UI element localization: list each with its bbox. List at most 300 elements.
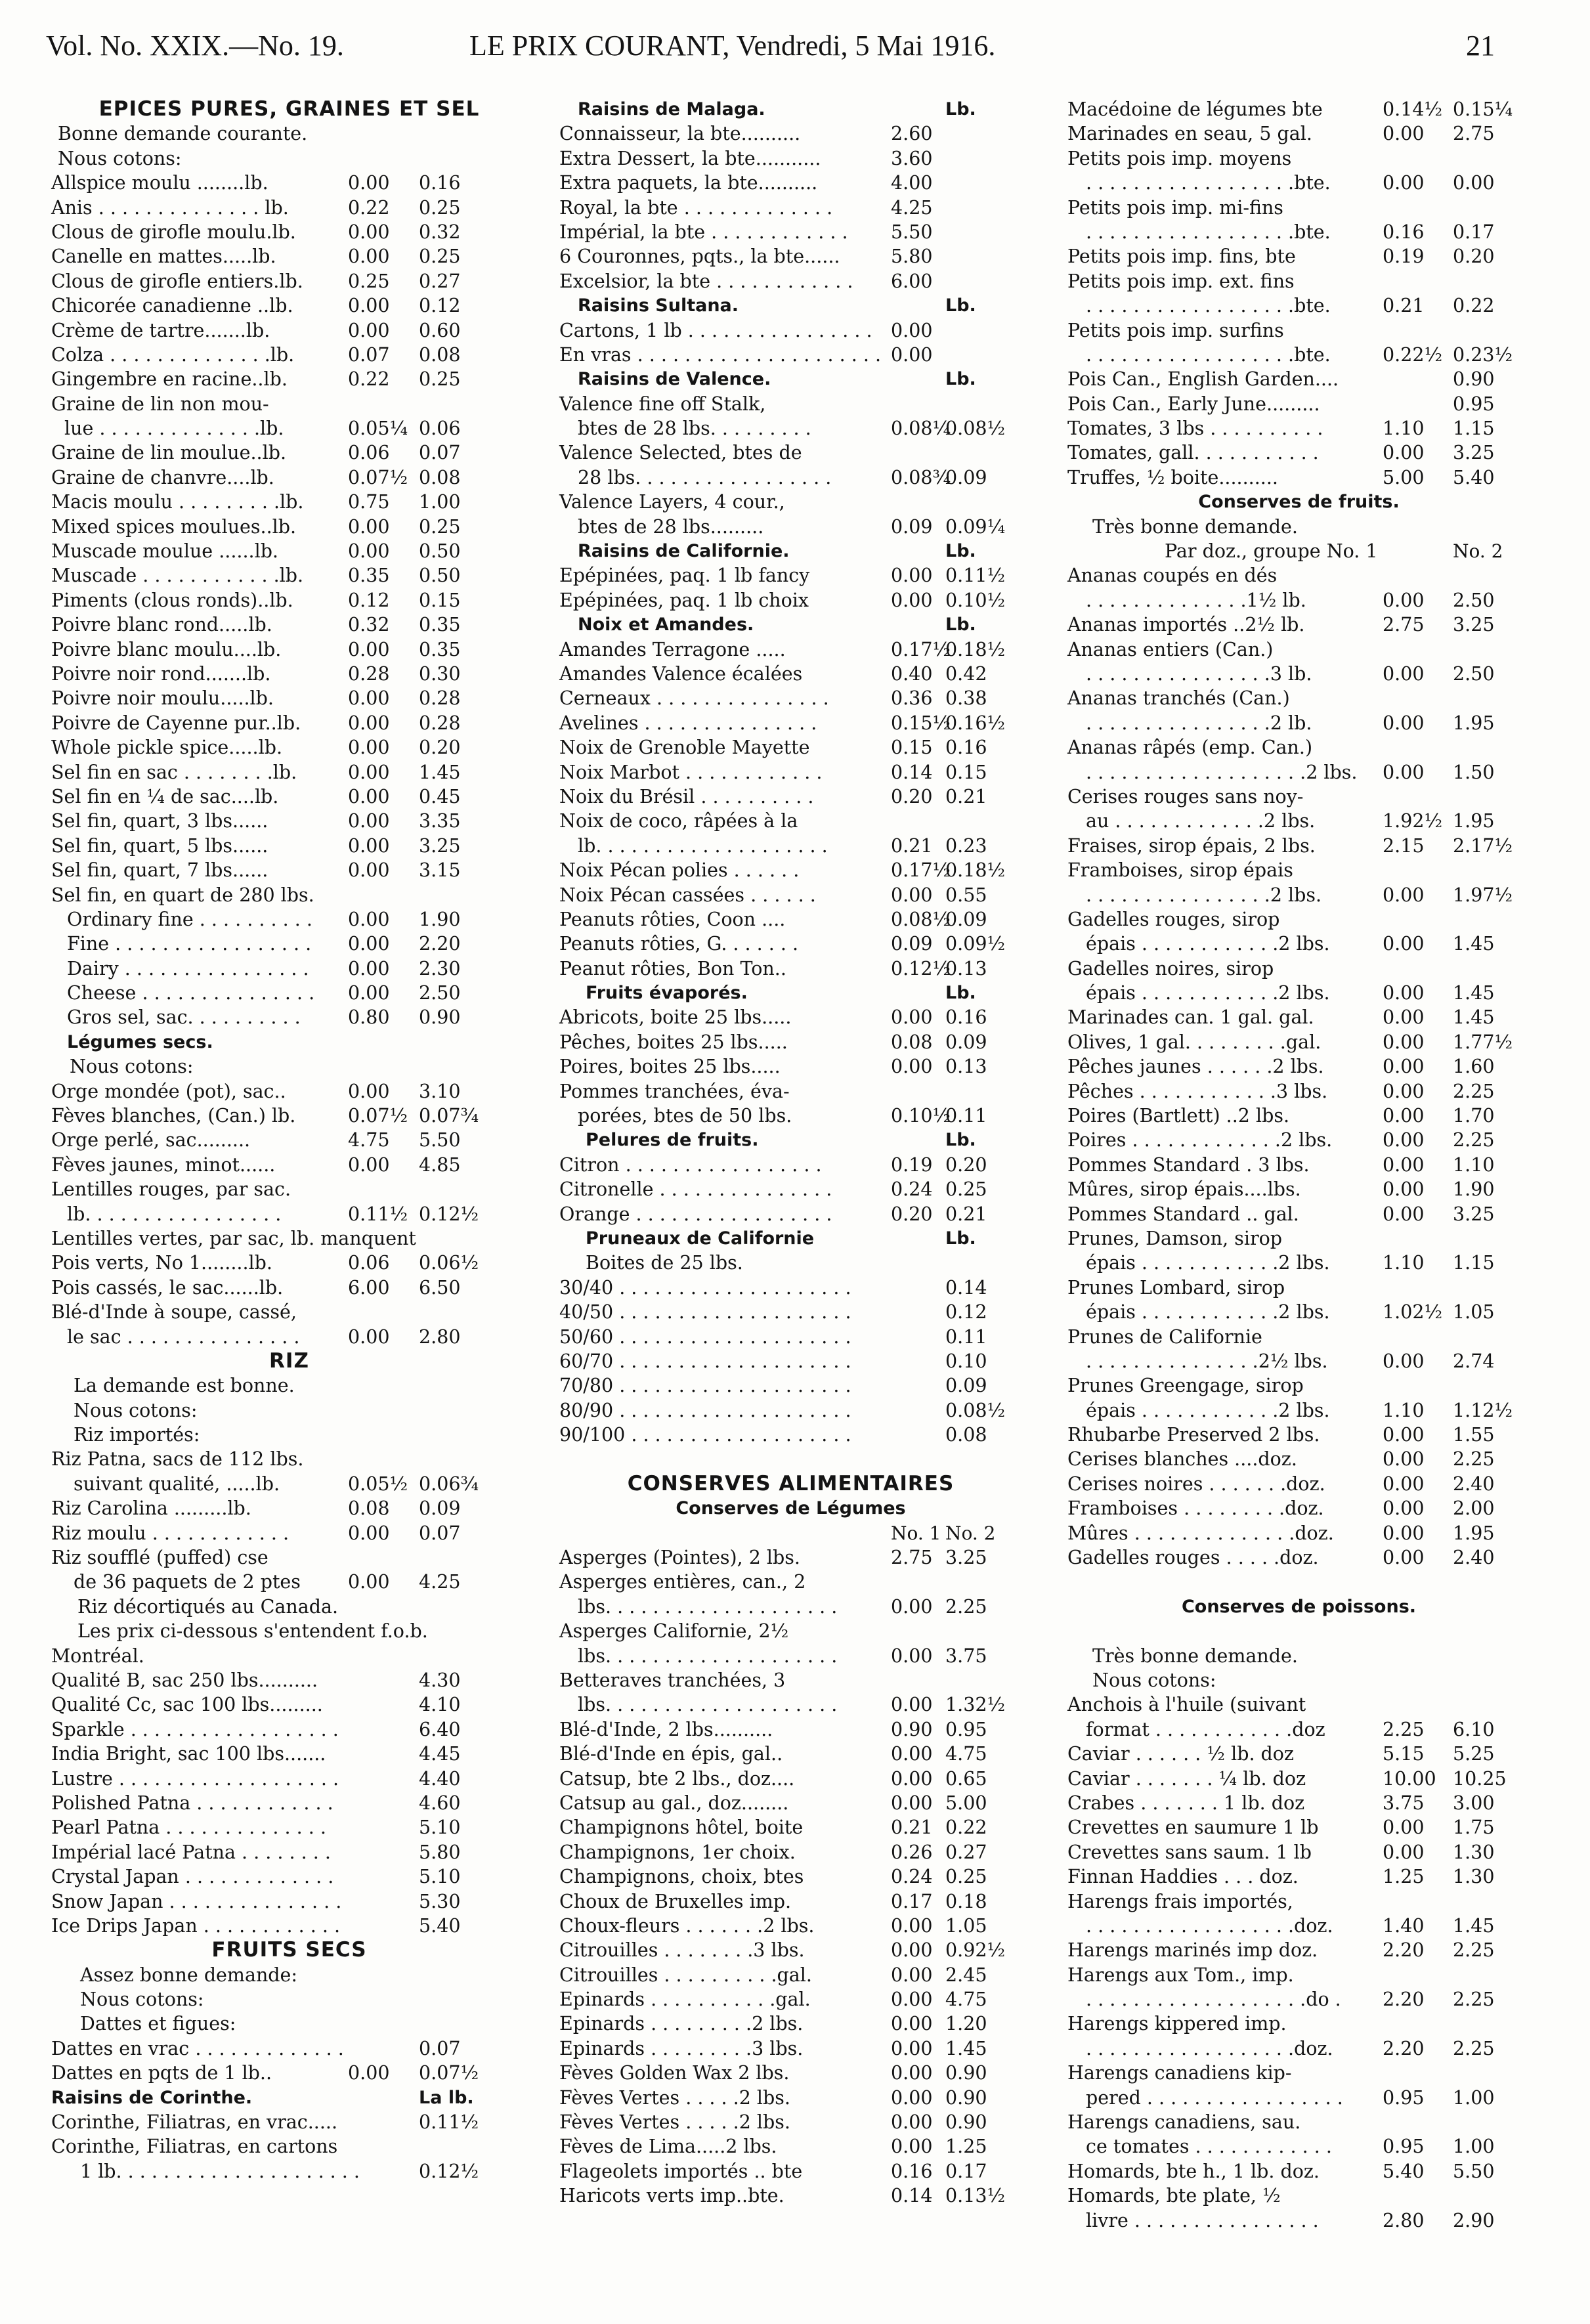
- item-label: Marinades can. 1 gal. gal.: [1067, 1006, 1314, 1029]
- price-row: [1067, 1177, 1530, 1201]
- price-row: [51, 441, 527, 465]
- price-row: [1067, 1545, 1530, 1570]
- price-row: [1067, 1864, 1530, 1889]
- price-no1: 0.00: [348, 172, 390, 194]
- item-label: Pommes Standard .. gal.: [1067, 1203, 1299, 1225]
- item-label: Conserves de Légumes: [676, 1498, 906, 1519]
- item-label: Tomates, gall. . . . . . . . . . .: [1067, 442, 1319, 464]
- item-label: Mûres, sirop épais....lbs.: [1067, 1178, 1301, 1201]
- item-label: Prunes, Damson, sirop: [1067, 1227, 1283, 1249]
- item-label: Muscade . . . . . . . . . . . .lb.: [51, 565, 304, 587]
- price-no2: 0.18½: [945, 638, 1006, 660]
- price-no2: 0.16: [419, 172, 461, 194]
- price-no2: 0.07: [419, 442, 461, 464]
- item-label: Extra Dessert, la bte...........: [559, 147, 821, 169]
- price-row: [51, 1840, 527, 1864]
- item-label: Sparkle . . . . . . . . . . . . . . . . . .: [51, 1718, 339, 1740]
- price-row: [1067, 1472, 1530, 1496]
- price-row: [559, 146, 1022, 171]
- price-row: [51, 1153, 527, 1177]
- price-row: [51, 1914, 527, 1938]
- item-label: btes de 28 lbs.........: [578, 515, 764, 538]
- item-label: Abricots, boite 25 lbs.....: [559, 1006, 792, 1029]
- price-row: [51, 515, 527, 539]
- item-label: Pêches . . . . . . . . . . . .3 lbs.: [1067, 1080, 1328, 1102]
- item-label: Noix Pécan polies . . . . . .: [559, 859, 800, 882]
- price-no1: 0.06: [348, 442, 390, 464]
- text-line: [51, 2012, 527, 2036]
- text-line: [51, 146, 527, 171]
- price-no1: 3.60: [891, 147, 933, 169]
- price-no1: 0.00: [1383, 1105, 1425, 1127]
- price-row: [1067, 465, 1530, 490]
- price-no2: 0.32: [419, 221, 461, 243]
- price-no1: 0.17: [891, 1890, 933, 1912]
- price-no1: 0.00: [348, 1522, 390, 1544]
- price-column-3: [1067, 97, 1530, 2233]
- item-label: Macis moulu . . . . . . . . .lb.: [51, 491, 304, 513]
- price-no2: 0.17: [1453, 221, 1495, 243]
- price-row: [51, 343, 527, 367]
- item-label: lbs. . . . . . . . . . . . . . . . . . . .: [578, 1595, 838, 1618]
- price-no2: 0.11: [945, 1325, 987, 1348]
- price-no1: 0.00: [1383, 1129, 1425, 1151]
- price-no2: 3.75: [945, 1645, 987, 1667]
- text-line: [1067, 907, 1530, 932]
- price-row: [559, 785, 1022, 809]
- price-no1: 0.00: [891, 1006, 933, 1029]
- price-no1: 0.00: [348, 982, 390, 1004]
- item-label: Catsup au gal., doz........: [559, 1792, 789, 1814]
- price-row: [1067, 1202, 1530, 1226]
- price-no2: 0.25: [419, 515, 461, 538]
- price-no1: 0.00: [891, 1767, 933, 1790]
- item-label: Snow Japan . . . . . . . . . . . . . . .: [51, 1890, 342, 1912]
- price-no2: 0.15: [419, 589, 461, 611]
- price-no2: 1.15: [1453, 418, 1495, 440]
- price-no2: 5.30: [419, 1890, 461, 1912]
- subsection-heading: [559, 613, 1022, 637]
- item-label: Choux-fleurs . . . . . . .2 lbs.: [559, 1914, 815, 1937]
- text-line: [51, 2134, 527, 2159]
- price-no1: 0.00: [891, 1939, 933, 1962]
- price-no2: 0.45: [419, 785, 461, 807]
- price-no2: 2.50: [1453, 589, 1495, 611]
- price-no2: 5.25: [1453, 1743, 1495, 1765]
- price-row: [51, 735, 527, 760]
- price-row: [559, 1692, 1022, 1717]
- item-label: . . . . . . . . . . . . . . . . . .bte.: [1086, 295, 1331, 317]
- item-label: 1 lb. . . . . . . . . . . . . . . . . . . . .: [80, 2160, 360, 2182]
- item-label: Sel fin, quart, 5 lbs......: [51, 834, 269, 857]
- subsection-heading: [559, 1226, 1022, 1251]
- price-row: [51, 1668, 527, 1692]
- item-label: Catsup, bte 2 lbs., doz....: [559, 1767, 795, 1790]
- price-no1: 6.00: [891, 270, 933, 292]
- price-no2: 0.08½: [945, 1399, 1006, 1421]
- item-label: Noix de Grenoble Mayette: [559, 737, 810, 759]
- price-no1: 4.00: [891, 172, 933, 194]
- price-no2: 1.70: [1453, 1105, 1495, 1127]
- price-no2: 0.09: [945, 466, 987, 488]
- price-no1: 5.50: [891, 221, 933, 243]
- price-row: [559, 1300, 1022, 1324]
- price-no1: 0.00: [1383, 1817, 1425, 1839]
- price-no2: 2.00: [1453, 1497, 1495, 1520]
- item-label: Graine de lin moulue..lb.: [51, 442, 287, 464]
- price-row: [559, 1889, 1022, 1914]
- text-line: [51, 1987, 527, 2012]
- text-line: [1067, 785, 1530, 809]
- price-no1: 0.00: [1383, 1080, 1425, 1102]
- price-no1: 0.00: [1383, 1203, 1425, 1225]
- price-no2: 1.30: [1453, 1841, 1495, 1863]
- item-label: Fèves blanches, (Can.) lb.: [51, 1105, 296, 1127]
- price-row: [559, 883, 1022, 907]
- price-no1: 2.60: [891, 123, 933, 145]
- price-row: [51, 1864, 527, 1889]
- price-no1: 0.00: [891, 565, 933, 587]
- item-label: épais . . . . . . . . . . . .2 lbs.: [1086, 982, 1330, 1004]
- text-line: [1067, 735, 1530, 760]
- text-line: [1067, 1644, 1530, 1668]
- price-row: [559, 1938, 1022, 1962]
- item-label: Petits pois imp. moyens: [1067, 147, 1292, 169]
- price-no2: 0.12½: [419, 2160, 479, 2182]
- subsection-heading: [51, 2086, 527, 2110]
- price-row: [1067, 416, 1530, 441]
- item-label: format . . . . . . . . . . . .doz: [1086, 1718, 1325, 1740]
- price-row: [1067, 1496, 1530, 1520]
- price-row: [559, 1276, 1022, 1300]
- price-no2: 5.00: [945, 1792, 987, 1814]
- price-row: [559, 711, 1022, 735]
- price-no2: 0.25: [419, 368, 461, 391]
- price-no2: 5.10: [419, 1866, 461, 1888]
- price-row: [559, 244, 1022, 269]
- text-line: [51, 121, 527, 146]
- item-label: Petits pois imp. surfins: [1067, 319, 1284, 341]
- price-no2: 0.09: [945, 908, 987, 930]
- item-label: Amandes Valence écalées: [559, 662, 803, 685]
- price-no2: 0.28: [419, 712, 461, 734]
- price-no2: 1.00: [419, 491, 461, 513]
- item-label: Corinthe, Filiatras, en cartons: [51, 2136, 338, 2158]
- price-row: [51, 465, 527, 490]
- price-no1: 2.20: [1383, 1989, 1425, 2011]
- item-label: Valence Selected, btes de: [559, 442, 802, 464]
- price-no1: 0.00: [891, 343, 933, 366]
- item-label: Macédoine de légumes bte: [1067, 98, 1323, 120]
- item-label: Fruits évaporés.: [586, 983, 748, 1004]
- text-line: [1067, 1692, 1530, 1717]
- price-row: [559, 1963, 1022, 1987]
- price-no1: 0.40: [891, 662, 933, 685]
- price-row: [559, 1644, 1022, 1668]
- publication-title: LE PRIX COURANT, Vendredi, 5 Mai 1916.: [469, 30, 996, 62]
- price-no2: La lb.: [419, 2087, 474, 2108]
- price-row: [51, 171, 527, 195]
- price-no2: 0.25: [945, 1866, 987, 1888]
- price-no1: 0.00: [891, 884, 933, 906]
- section-heading: [51, 1938, 527, 1962]
- item-label: 40/50 . . . . . . . . . . . . . . . . . . . .: [559, 1301, 851, 1323]
- price-no2: 0.07: [419, 1522, 461, 1544]
- price-row: [559, 662, 1022, 686]
- price-row: [1067, 711, 1530, 735]
- price-row: [1067, 97, 1530, 121]
- price-row: [559, 858, 1022, 882]
- item-label: Poires . . . . . . . . . . . . .2 lbs.: [1067, 1129, 1333, 1151]
- item-label: CONSERVES ALIMENTAIRES: [627, 1471, 955, 1496]
- price-no1: 0.00: [891, 2062, 933, 2084]
- price-no2: 0.09: [419, 1497, 461, 1520]
- price-row: [51, 588, 527, 613]
- price-no1: 0.00: [1383, 1497, 1425, 1520]
- text-line: [51, 883, 527, 907]
- text-line: [1067, 1226, 1530, 1251]
- price-row: [1067, 1030, 1530, 1054]
- item-label: Nous cotons:: [74, 1399, 198, 1421]
- price-no1: 0.28: [348, 662, 390, 685]
- item-label: Tomates, 3 lbs . . . . . . . . . .: [1067, 418, 1323, 440]
- item-label: Crevettes en saumure 1 lb: [1067, 1817, 1319, 1839]
- price-no2: Lb.: [945, 369, 976, 390]
- item-label: Rhubarbe Preserved 2 lbs.: [1067, 1424, 1320, 1446]
- price-no2: 4.75: [945, 1743, 987, 1765]
- price-no1: 0.00: [1383, 1031, 1425, 1053]
- item-label: Ananas tranchés (Can.): [1067, 687, 1290, 710]
- price-row: [51, 1767, 527, 1791]
- price-no1: 0.00: [1383, 884, 1425, 906]
- item-label: Poires (Bartlett) ..2 lbs.: [1067, 1105, 1290, 1127]
- item-label: Dattes en vrac . . . . . . . . . . . . .: [51, 2037, 344, 2059]
- price-row: [1067, 883, 1530, 907]
- text-line: [1067, 515, 1530, 539]
- price-no2: 0.23: [945, 834, 987, 857]
- price-no1: 0.00: [1383, 442, 1425, 464]
- item-label: Fèves de Lima.....2 lbs.: [559, 2136, 777, 2158]
- page-header: [0, 29, 1590, 81]
- text-line: [51, 1619, 527, 1643]
- price-row: [51, 809, 527, 833]
- price-no1: 0.09: [891, 515, 933, 538]
- item-label: Orange . . . . . . . . . . . . . . . . .: [559, 1203, 832, 1225]
- price-no1: 0.16: [891, 2160, 933, 2182]
- item-label: Noix du Brésil . . . . . . . . . .: [559, 785, 814, 807]
- subsection-heading: [559, 1128, 1022, 1152]
- item-label: Sel fin, quart, 7 lbs......: [51, 859, 269, 882]
- price-no2: 0.09½: [945, 933, 1006, 955]
- price-no1: 0.00: [348, 933, 390, 955]
- price-no1: 2.75: [891, 1547, 933, 1569]
- volume-number: Vol. No. XXIX.—No. 19.: [46, 30, 344, 62]
- price-no2: 0.13½: [945, 2185, 1006, 2207]
- text-line: [1067, 637, 1530, 662]
- item-label: Orge mondée (pot), sac..: [51, 1080, 286, 1102]
- price-row: [51, 1128, 527, 1152]
- price-no1: 0.05½: [348, 1473, 408, 1495]
- item-label: 70/80 . . . . . . . . . . . . . . . . . . . .: [559, 1375, 851, 1397]
- price-no2: 5.80: [419, 1841, 461, 1863]
- price-no2: 1.45: [419, 761, 461, 783]
- item-label: Piments (clous ronds)..lb.: [51, 589, 293, 611]
- item-label: Anis . . . . . . . . . . . . . . lb.: [51, 196, 289, 219]
- price-no1: 1.92½: [1383, 810, 1443, 832]
- item-label: EPICES PURES, GRAINES ET SEL: [98, 97, 480, 121]
- item-label: Harengs canadiens, sau.: [1067, 2111, 1301, 2134]
- price-no1: 2.20: [1383, 1939, 1425, 1962]
- item-label: Riz importés:: [74, 1424, 200, 1446]
- price-no2: 0.15: [945, 761, 987, 783]
- item-label: Nous cotons:: [80, 1989, 204, 2011]
- price-no1: 0.00: [891, 2013, 933, 2035]
- price-row: [559, 1325, 1022, 1349]
- price-no2: 0.08: [419, 343, 461, 366]
- item-label: Canelle en mattes.....lb.: [51, 246, 276, 268]
- price-no2: 0.20: [945, 1153, 987, 1176]
- item-label: Lustre . . . . . . . . . . . . . . . . . . .: [51, 1767, 339, 1790]
- price-no2: 0.35: [419, 638, 461, 660]
- price-no1: 0.17½: [891, 638, 951, 660]
- item-label: Pois Can., English Garden....: [1067, 368, 1339, 391]
- price-row: [51, 2159, 527, 2184]
- item-label: Pois cassés, le sac......lb.: [51, 1276, 284, 1299]
- price-no2: 6.50: [419, 1276, 461, 1299]
- text-line: [559, 1251, 1022, 1275]
- text-line: [1067, 1889, 1530, 1914]
- text-line: [1067, 1668, 1530, 1692]
- price-row: [51, 1570, 527, 1594]
- price-row: [51, 196, 527, 220]
- item-label: Ananas importés ..2½ lb.: [1067, 614, 1305, 636]
- item-label: Amandes Terragone .....: [559, 638, 786, 660]
- item-label: Harengs marinés imp doz.: [1067, 1939, 1318, 1962]
- item-label: India Bright, sac 100 lbs.......: [51, 1743, 326, 1765]
- text-line: [51, 1423, 527, 1447]
- text-line: [1067, 563, 1530, 588]
- item-label: Qualité B, sac 250 lbs..........: [51, 1669, 318, 1691]
- price-no2: 0.15¼: [1453, 98, 1513, 120]
- item-label: Homards, bte plate, ½: [1067, 2185, 1281, 2207]
- price-no2: No. 2: [945, 1522, 996, 1544]
- price-no2: 4.30: [419, 1669, 461, 1691]
- price-no2: 1.50: [1453, 761, 1495, 783]
- price-no2: 1.45: [945, 2037, 987, 2059]
- price-no1: 0.00: [348, 295, 390, 317]
- price-no1: 0.24: [891, 1178, 933, 1201]
- price-no2: 2.50: [419, 982, 461, 1004]
- item-label: Framboises, sirop épais: [1067, 859, 1293, 882]
- price-no2: Lb.: [945, 1228, 976, 1249]
- item-label: Noix Pécan cassées . . . . . .: [559, 884, 816, 906]
- item-label: Cerises noires . . . . . . .doz.: [1067, 1473, 1325, 1495]
- price-no1: 0.00: [348, 1153, 390, 1176]
- price-no1: 1.10: [1383, 1399, 1425, 1421]
- text-line: [51, 1644, 527, 1668]
- price-row: [559, 121, 1022, 146]
- item-label: Royal, la bte . . . . . . . . . . . . .: [559, 196, 833, 219]
- text-line: [1067, 1373, 1530, 1398]
- item-label: Gadelles noires, sirop: [1067, 957, 1274, 979]
- price-row: [559, 1595, 1022, 1619]
- price-row: [51, 981, 527, 1005]
- item-label: Fèves jaunes, minot......: [51, 1153, 276, 1176]
- price-row: [1067, 1349, 1530, 1373]
- price-no1: No. 1: [891, 1522, 941, 1544]
- price-no2: 1.55: [1453, 1424, 1495, 1446]
- item-label: Harengs aux Tom., imp.: [1067, 1964, 1294, 1986]
- price-row: [51, 2110, 527, 2134]
- price-row: [51, 490, 527, 514]
- price-no2: 0.18½: [945, 859, 1006, 882]
- price-no2: 0.07½: [419, 2062, 479, 2084]
- item-label: Petits pois imp. ext. fins: [1067, 270, 1295, 292]
- text-line: [1067, 318, 1530, 343]
- price-row: [1067, 834, 1530, 858]
- item-label: Peanut rôties, Bon Ton..: [559, 957, 786, 979]
- item-label: Framboises . . . . . . . . .doz.: [1067, 1497, 1324, 1520]
- price-row: [51, 2061, 527, 2085]
- section-heading: [51, 97, 527, 121]
- price-no2: 2.50: [1453, 662, 1495, 685]
- price-no1: 0.20: [891, 1203, 933, 1225]
- subsection-heading: [559, 981, 1022, 1005]
- text-line: [51, 1398, 527, 1423]
- price-no2: 3.15: [419, 859, 461, 882]
- price-no1: 6.00: [348, 1276, 390, 1299]
- item-label: Montréal.: [51, 1645, 144, 1667]
- item-label: Whole pickle spice.....lb.: [51, 737, 283, 759]
- item-label: Colza . . . . . . . . . . . . . .lb.: [51, 343, 295, 366]
- item-label: Blé-d'Inde en épis, gal..: [559, 1743, 783, 1765]
- item-label: . . . . . . . . . . . . . . . .2 lb.: [1086, 712, 1312, 734]
- item-label: Raisins de Californie.: [578, 541, 790, 562]
- price-no1: 0.00: [348, 712, 390, 734]
- price-column-2: [559, 97, 1022, 2208]
- item-label: Champignons hôtel, boite: [559, 1817, 804, 1839]
- price-no2: 1.05: [945, 1914, 987, 1937]
- spacer: [559, 1447, 1022, 1471]
- price-no2: Lb.: [945, 1130, 976, 1151]
- price-row: [1067, 1104, 1530, 1128]
- item-label: Allspice moulu ........lb.: [51, 172, 269, 194]
- price-row: [51, 1005, 527, 1029]
- price-no2: 1.12½: [1453, 1399, 1513, 1421]
- item-label: Nous cotons:: [70, 1056, 194, 1078]
- item-label: Cerises rouges sans noy-: [1067, 785, 1304, 807]
- text-line: [559, 1619, 1022, 1643]
- price-no2: 2.40: [1453, 1473, 1495, 1495]
- price-row: [1067, 981, 1530, 1005]
- price-no2: 5.50: [1453, 2160, 1495, 2182]
- price-row: [559, 957, 1022, 981]
- price-row: [51, 367, 527, 391]
- price-row: [559, 2159, 1022, 2184]
- item-label: Dattes en pqts de 1 lb..: [51, 2062, 272, 2084]
- price-no1: 0.00: [1383, 982, 1425, 1004]
- price-no1: 0.07½: [348, 466, 408, 488]
- price-no1: 0.00: [1383, 1522, 1425, 1544]
- item-label: Raisins de Malaga.: [578, 99, 765, 119]
- item-label: RIZ: [269, 1348, 309, 1373]
- price-no1: 0.24: [891, 1866, 933, 1888]
- price-row: [1067, 392, 1530, 416]
- price-no1: 0.00: [1383, 1841, 1425, 1863]
- item-label: Crevettes sans saum. 1 lb: [1067, 1841, 1312, 1863]
- price-row: [51, 318, 527, 343]
- price-no2: 1.95: [1453, 1522, 1495, 1544]
